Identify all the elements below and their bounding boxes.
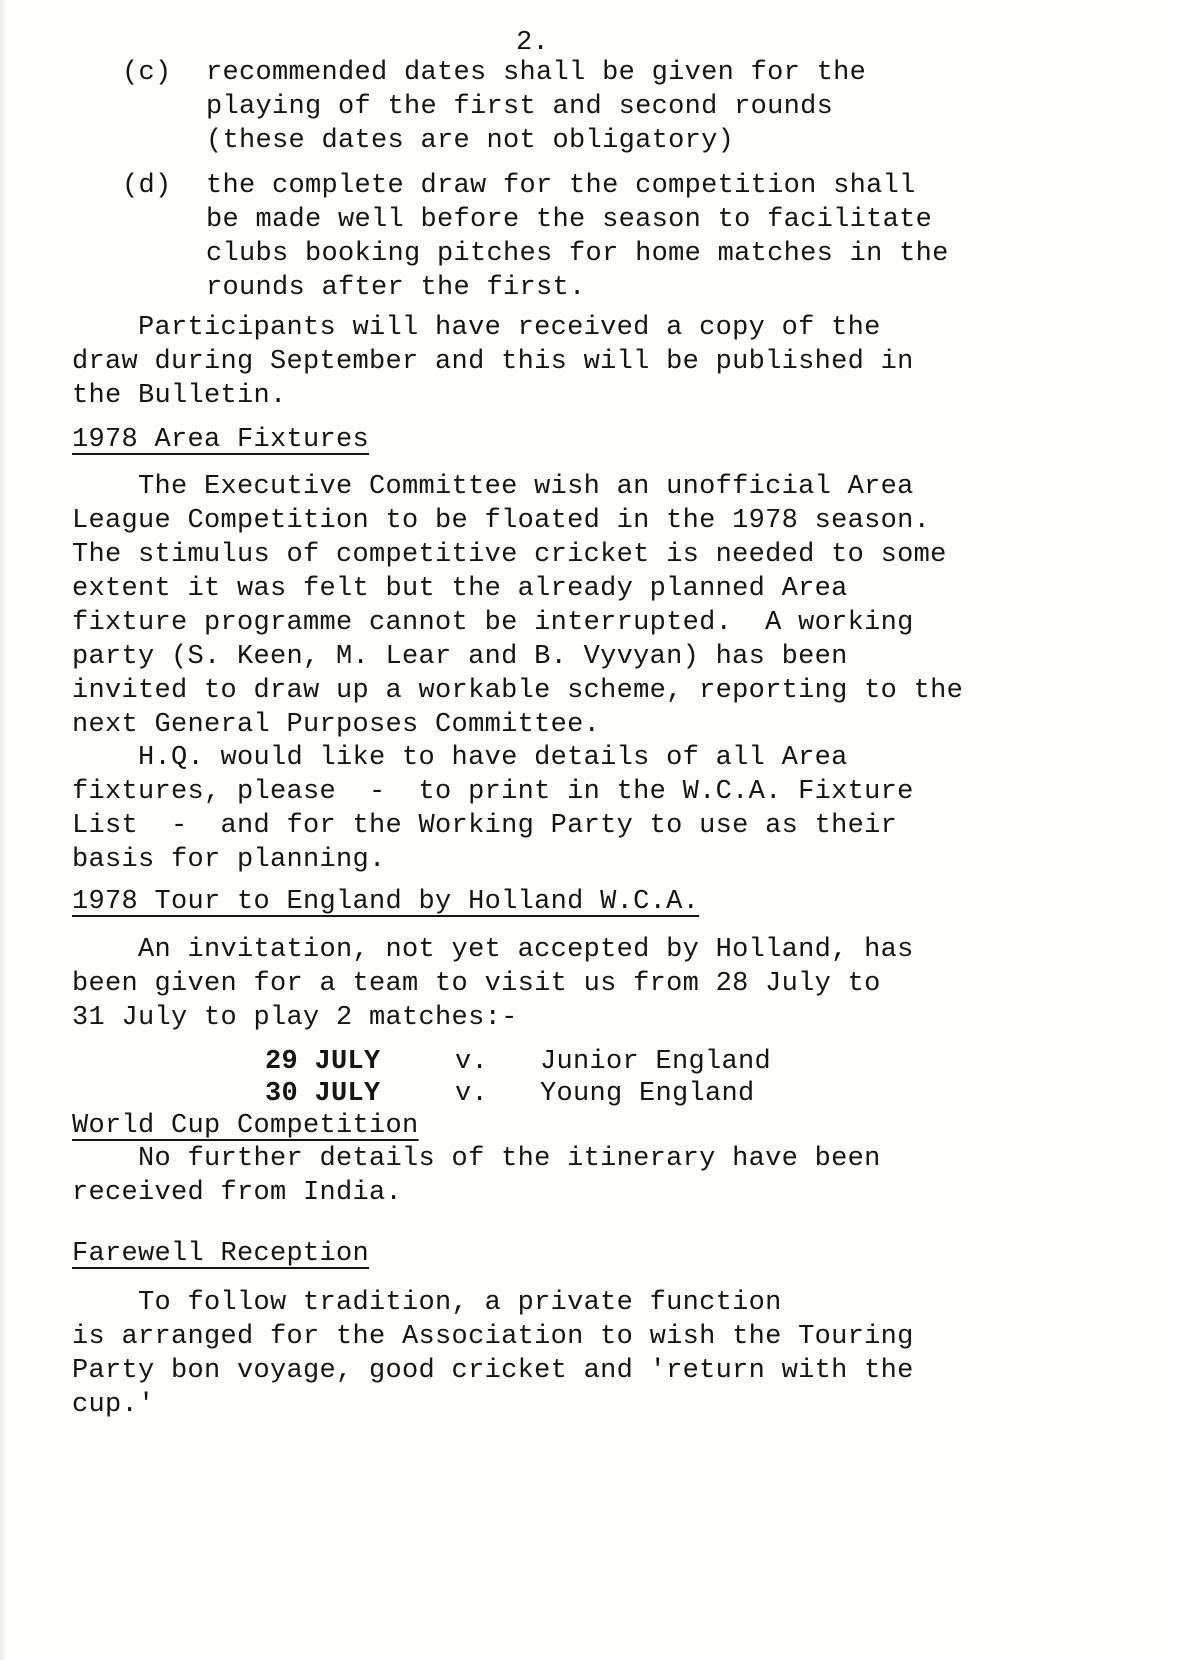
fixture-date: 30 JULY	[265, 1079, 381, 1109]
fixture-versus: v.	[455, 1079, 489, 1109]
heading-area-fixtures: 1978 Area Fixtures	[72, 425, 370, 455]
participants-paragraph: Participants will have received a copy of the draw during September and this will be published in the Bulletin.	[72, 313, 914, 411]
scan-edge-shading	[0, 0, 6, 1660]
fixture-row	[265, 1077, 965, 1111]
area-fixtures-paragraph-1: The Executive Committee wish an unofficial Area League Competition to be floated in the 1978 season. The stimulus of competitive cricket is needed to some extent it was felt but the already planned Area fixture programme cannot be interrupted. A working party (S. Keen, M. Lear and B. Vyvyan) has been invited to draw up a workable scheme, reporting to the next General Purposes Committee.	[72, 472, 964, 740]
list-item-label: (d)	[122, 171, 172, 201]
fixture-versus: v.	[455, 1047, 489, 1077]
fixture-opponent: Junior England	[540, 1047, 772, 1077]
heading-world-cup: World Cup Competition	[72, 1111, 419, 1141]
list-item-label: (c)	[122, 58, 172, 88]
list-item-d	[122, 169, 1022, 305]
world-cup-paragraph: No further details of the itinerary have been received from India.	[72, 1144, 881, 1208]
fixture-opponent: Young England	[540, 1079, 755, 1109]
list-item-c	[122, 56, 1022, 158]
list-item-text: the complete draw for the competition shall be made well before the season to facilitate clubs booking pitches for home matches in the rounds after the first.	[206, 171, 949, 303]
heading-tour: 1978 Tour to England by Holland W.C.A.	[72, 887, 700, 917]
page-number: 2.	[516, 28, 550, 58]
list-item-text: recommended dates shall be given for the playing of the first and second rounds (these dates are not obligatory)	[206, 58, 867, 156]
fixture-date: 29 JULY	[265, 1047, 381, 1077]
farewell-paragraph: To follow tradition, a private function is arranged for the Association to wish the Touring Party bon voyage, good cricket and 'return with the cup.'	[72, 1288, 914, 1420]
heading-farewell: Farewell Reception	[72, 1239, 370, 1269]
area-fixtures-paragraph-2: H.Q. would like to have details of all Area fixtures, please - to print in the W.C.A. Fixture List - and for the Working Party to use as their basis for planning.	[72, 743, 914, 875]
fixture-row	[265, 1045, 965, 1079]
tour-paragraph: An invitation, not yet accepted by Holland, has been given for a team to visit us from 28 July to 31 July to play 2 matches:-	[72, 935, 914, 1033]
